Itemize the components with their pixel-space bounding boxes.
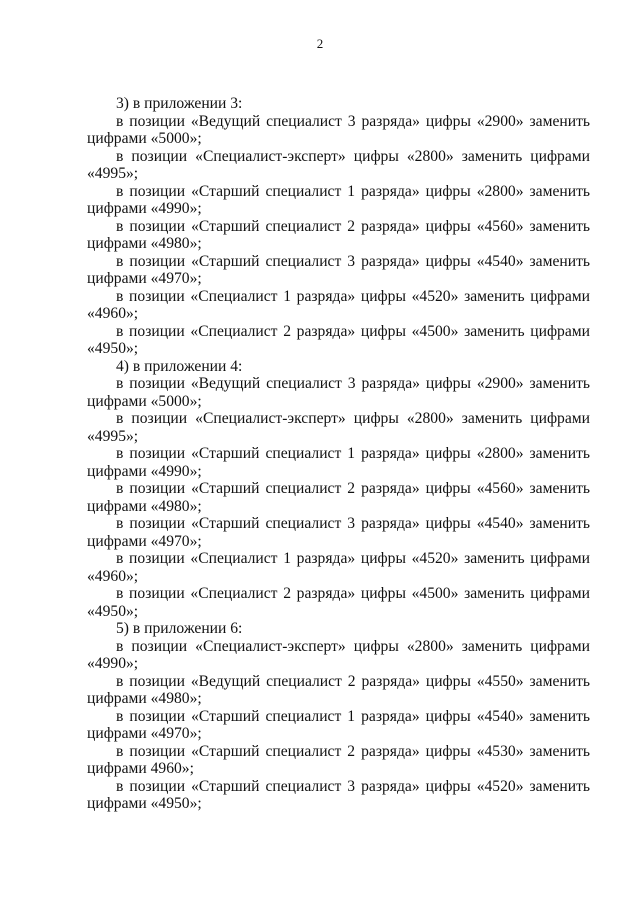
amendment-item: в позиции «Старший специалист 3 разряда» цифры «4540» заменить цифрами «4970»;	[87, 515, 590, 550]
amendment-item: в позиции «Специалист 1 разряда» цифры «4520» заменить цифрами «4960»;	[87, 550, 590, 585]
amendment-item: в позиции «Старший специалист 1 разряда» цифры «4540» заменить цифрами «4970»;	[87, 707, 590, 742]
amendment-item: в позиции «Ведущий специалист 3 разряда» цифры «2900» заменить цифрами «5000»;	[87, 112, 590, 147]
amendment-item: в позиции «Специалист-эксперт» цифры «2800» заменить цифрами «4990»;	[87, 637, 590, 672]
amendment-item: в позиции «Специалист-эксперт» цифры «2800» заменить цифрами «4995»;	[87, 410, 590, 445]
amendment-item: в позиции «Ведущий специалист 3 разряда» цифры «2900» заменить цифрами «5000»;	[87, 375, 590, 410]
page-number: 2	[316, 36, 324, 51]
amendment-item: в позиции «Старший специалист 2 разряда» цифры «4530» заменить цифрами 4960»;	[87, 742, 590, 777]
amendment-item: в позиции «Старший специалист 1 разряда» цифры «2800» заменить цифрами «4990»;	[87, 182, 590, 217]
section-heading: 4) в приложении 4:	[116, 357, 243, 375]
section-heading: 5) в приложении 6:	[116, 620, 243, 637]
amendment-item: в позиции «Специалист-эксперт» цифры «2800» заменить цифрами «4995»;	[87, 147, 590, 182]
amendment-item: в позиции «Специалист 2 разряда» цифры «4500» заменить цифрами «4950»;	[87, 585, 590, 620]
document-body	[87, 95, 590, 813]
amendment-item: в позиции «Ведущий специалист 2 разряда» цифры «4550» заменить цифрами «4980»;	[87, 672, 590, 707]
amendment-item: в позиции «Специалист 2 разряда» цифры «4500» заменить цифрами «4950»;	[87, 322, 590, 357]
section-heading: 3) в приложении 3:	[116, 95, 243, 112]
amendment-item: в позиции «Старший специалист 3 разряда» цифры «4520» заменить цифрами «4950»;	[87, 777, 590, 812]
amendment-item: в позиции «Старший специалист 2 разряда» цифры «4560» заменить цифрами «4980»;	[87, 217, 590, 252]
amendment-item: в позиции «Старший специалист 1 разряда» цифры «2800» заменить цифрами «4990»;	[87, 445, 590, 480]
amendment-item: в позиции «Старший специалист 3 разряда» цифры «4540» заменить цифрами «4970»;	[87, 252, 590, 287]
amendment-item: в позиции «Специалист 1 разряда» цифры «4520» заменить цифрами «4960»;	[87, 287, 590, 322]
amendment-item: в позиции «Старший специалист 2 разряда» цифры «4560» заменить цифрами «4980»;	[87, 480, 590, 515]
